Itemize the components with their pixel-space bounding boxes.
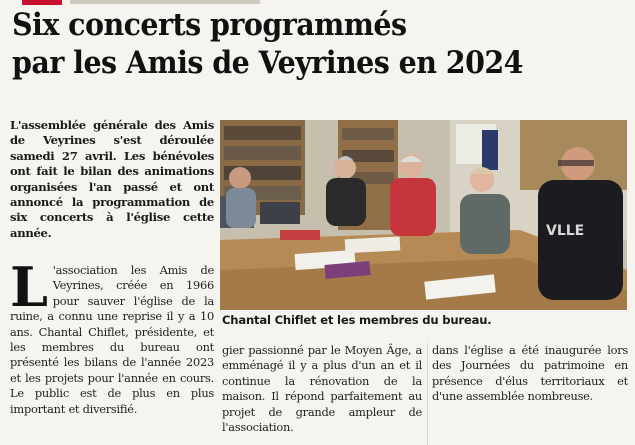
dropcap-letter: L	[10, 255, 48, 319]
column-divider	[427, 343, 428, 445]
photo-illustration	[220, 120, 627, 310]
section-marker-red	[22, 0, 62, 5]
photo-caption: Chantal Chiflet et les membres du bureau.	[222, 313, 492, 327]
article-photo	[220, 120, 627, 310]
headline-line-1: Six concerts programmés	[12, 7, 407, 43]
body-column-1-text: 'association les Amis de Veyrines, créée en 1966 pour sauver l'église de la ruine, a connu une reprise il y a 10 ans. Chantal Chiflet, présidente, et les membres du bureau ont présenté les bilans de l'année 2023 et les projets pour l'année en cours. Le public est de plus en plus important et diversifié.	[10, 263, 214, 416]
section-marker-grey	[70, 0, 260, 4]
article-headline	[12, 6, 578, 82]
body-column-2: gier passionné par le Moyen Âge, a emménagé il y a plus d'un an et il continue la rénovation de la maison. Il répond parfaitement au projet de grande ampleur de l'association.	[222, 343, 422, 435]
body-column-3: dans l'église a été inaugurée lors des Journées du patrimoine en présence d'élus territoriaux et d'une assemblée nombreuse.	[432, 343, 628, 404]
svg-text:VLLE: VLLE	[546, 223, 585, 239]
body-column-1	[10, 255, 214, 417]
article-lead: L'assemblée générale des Amis de Veyrines s'est déroulée samedi 27 avril. Les bénévoles ont fait le bilan des animations organisées l'an passé et ont annoncé la programmation de six concerts à l'église cette année.	[10, 118, 214, 240]
headline-line-2: par les Amis de Veyrines en 2024	[12, 45, 523, 81]
